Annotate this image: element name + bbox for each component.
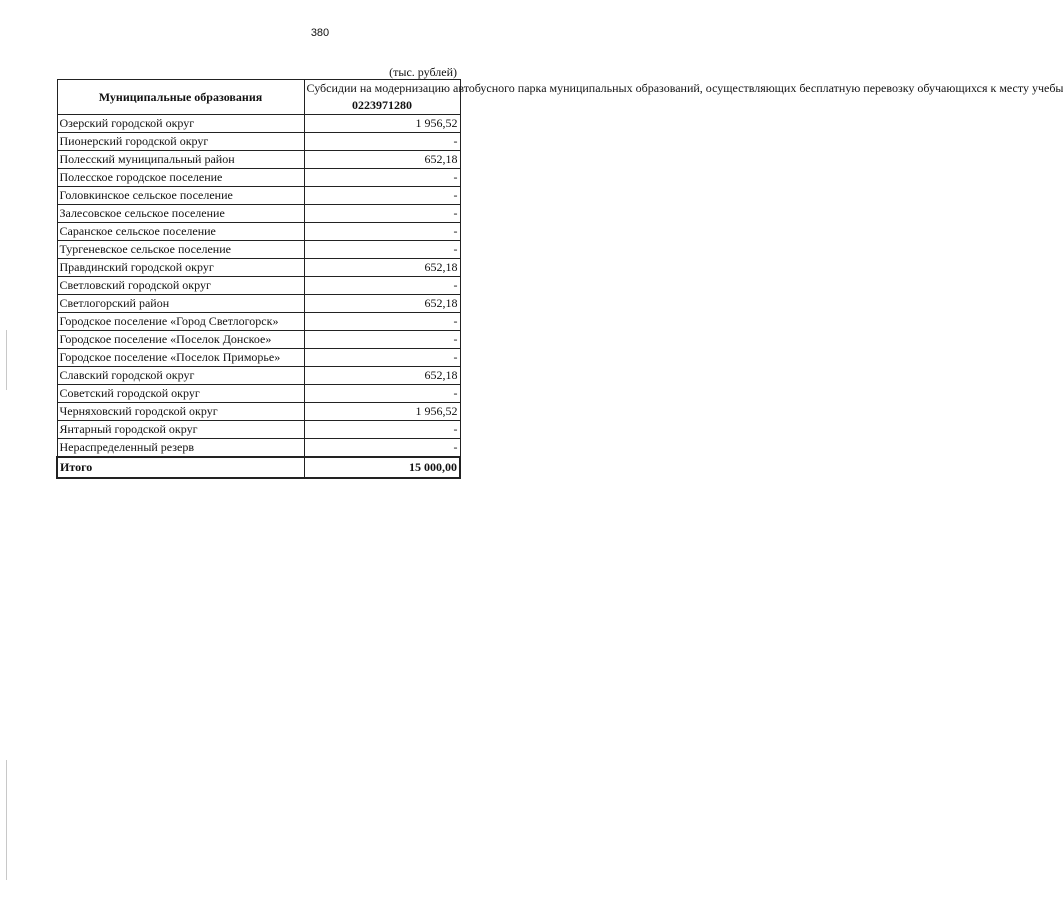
subsidy-value: - (304, 169, 460, 187)
subsidy-value: - (304, 421, 460, 439)
subsidy-value: - (304, 205, 460, 223)
municipality-name: Городское поселение «Поселок Донское» (57, 331, 304, 349)
subsidy-value: - (304, 349, 460, 367)
municipality-name: Полесский муниципальный район (57, 151, 304, 169)
table-row (57, 187, 460, 205)
subsidy-table (56, 79, 1063, 479)
table-row (57, 421, 460, 439)
subsidy-value: 652,18 (304, 259, 460, 277)
municipality-name: Головкинское сельское поселение (57, 187, 304, 205)
table-row (57, 259, 460, 277)
subsidy-value: - (304, 133, 460, 151)
municipality-name: Саранское сельское поселение (57, 223, 304, 241)
subsidy-value: 652,18 (304, 367, 460, 385)
municipality-name: Янтарный городской округ (57, 421, 304, 439)
subsidy-value: - (304, 223, 460, 241)
municipalities-header: Муниципальные образования (57, 80, 304, 115)
table-row (57, 313, 460, 331)
subsidy-value: - (304, 439, 460, 458)
subsidy-value: - (304, 241, 460, 259)
table-row (57, 151, 460, 169)
municipality-name: Пионерский городской округ (57, 133, 304, 151)
municipality-name: Озерский городской округ (57, 115, 304, 133)
table-row (57, 385, 460, 403)
municipality-name: Черняховский городской округ (57, 403, 304, 421)
table-row (57, 277, 460, 295)
municipality-name: Советский городской округ (57, 385, 304, 403)
table-row (57, 331, 460, 349)
table-header-row (57, 80, 460, 115)
table-row (57, 133, 460, 151)
municipality-name: Нераспределенный резерв (57, 439, 304, 458)
municipality-name: Городское поселение «Город Светлогорск» (57, 313, 304, 331)
scan-edge-mark (6, 760, 7, 880)
table-row (57, 295, 460, 313)
subsidy-value: - (304, 187, 460, 205)
budget-code: 0223971280 (352, 98, 412, 112)
table-row (57, 115, 460, 133)
table-row (57, 439, 460, 458)
subsidy-value: - (304, 277, 460, 295)
units-label: (тыс. рублей) (389, 65, 457, 79)
scan-edge-mark (6, 330, 7, 390)
table-row (57, 205, 460, 223)
subsidy-header (304, 80, 1063, 115)
total-value: 15 000,00 (304, 457, 460, 478)
municipality-name: Залесовское сельское поселение (57, 205, 304, 223)
subsidy-value: 652,18 (304, 295, 460, 313)
subsidy-value: - (304, 313, 460, 331)
subsidy-value: - (304, 385, 460, 403)
total-label: Итого (57, 457, 304, 478)
subsidy-header-text: Субсидии на модернизацию автобусного парка муниципальных образований, осуществляющих бесплатную перевозку обучающихся к месту учебы (306, 81, 1063, 95)
municipality-name: Светловский городской округ (57, 277, 304, 295)
subsidy-value: 1 956,52 (304, 403, 460, 421)
table-row (57, 223, 460, 241)
municipality-name: Тургеневское сельское поселение (57, 241, 304, 259)
municipality-name: Правдинский городской округ (57, 259, 304, 277)
municipality-name: Полесское городское поселение (57, 169, 304, 187)
municipality-name: Городское поселение «Поселок Приморье» (57, 349, 304, 367)
table-row (57, 367, 460, 385)
municipality-name: Славский городской округ (57, 367, 304, 385)
total-row (57, 457, 460, 478)
table-row (57, 241, 460, 259)
page-number: 380 (310, 27, 330, 39)
table-row (57, 349, 460, 367)
table-body (57, 115, 460, 458)
subsidy-value: - (304, 331, 460, 349)
table-row (57, 169, 460, 187)
municipality-name: Светлогорский район (57, 295, 304, 313)
subsidy-value: 1 956,52 (304, 115, 460, 133)
table-row (57, 403, 460, 421)
subsidy-value: 652,18 (304, 151, 460, 169)
